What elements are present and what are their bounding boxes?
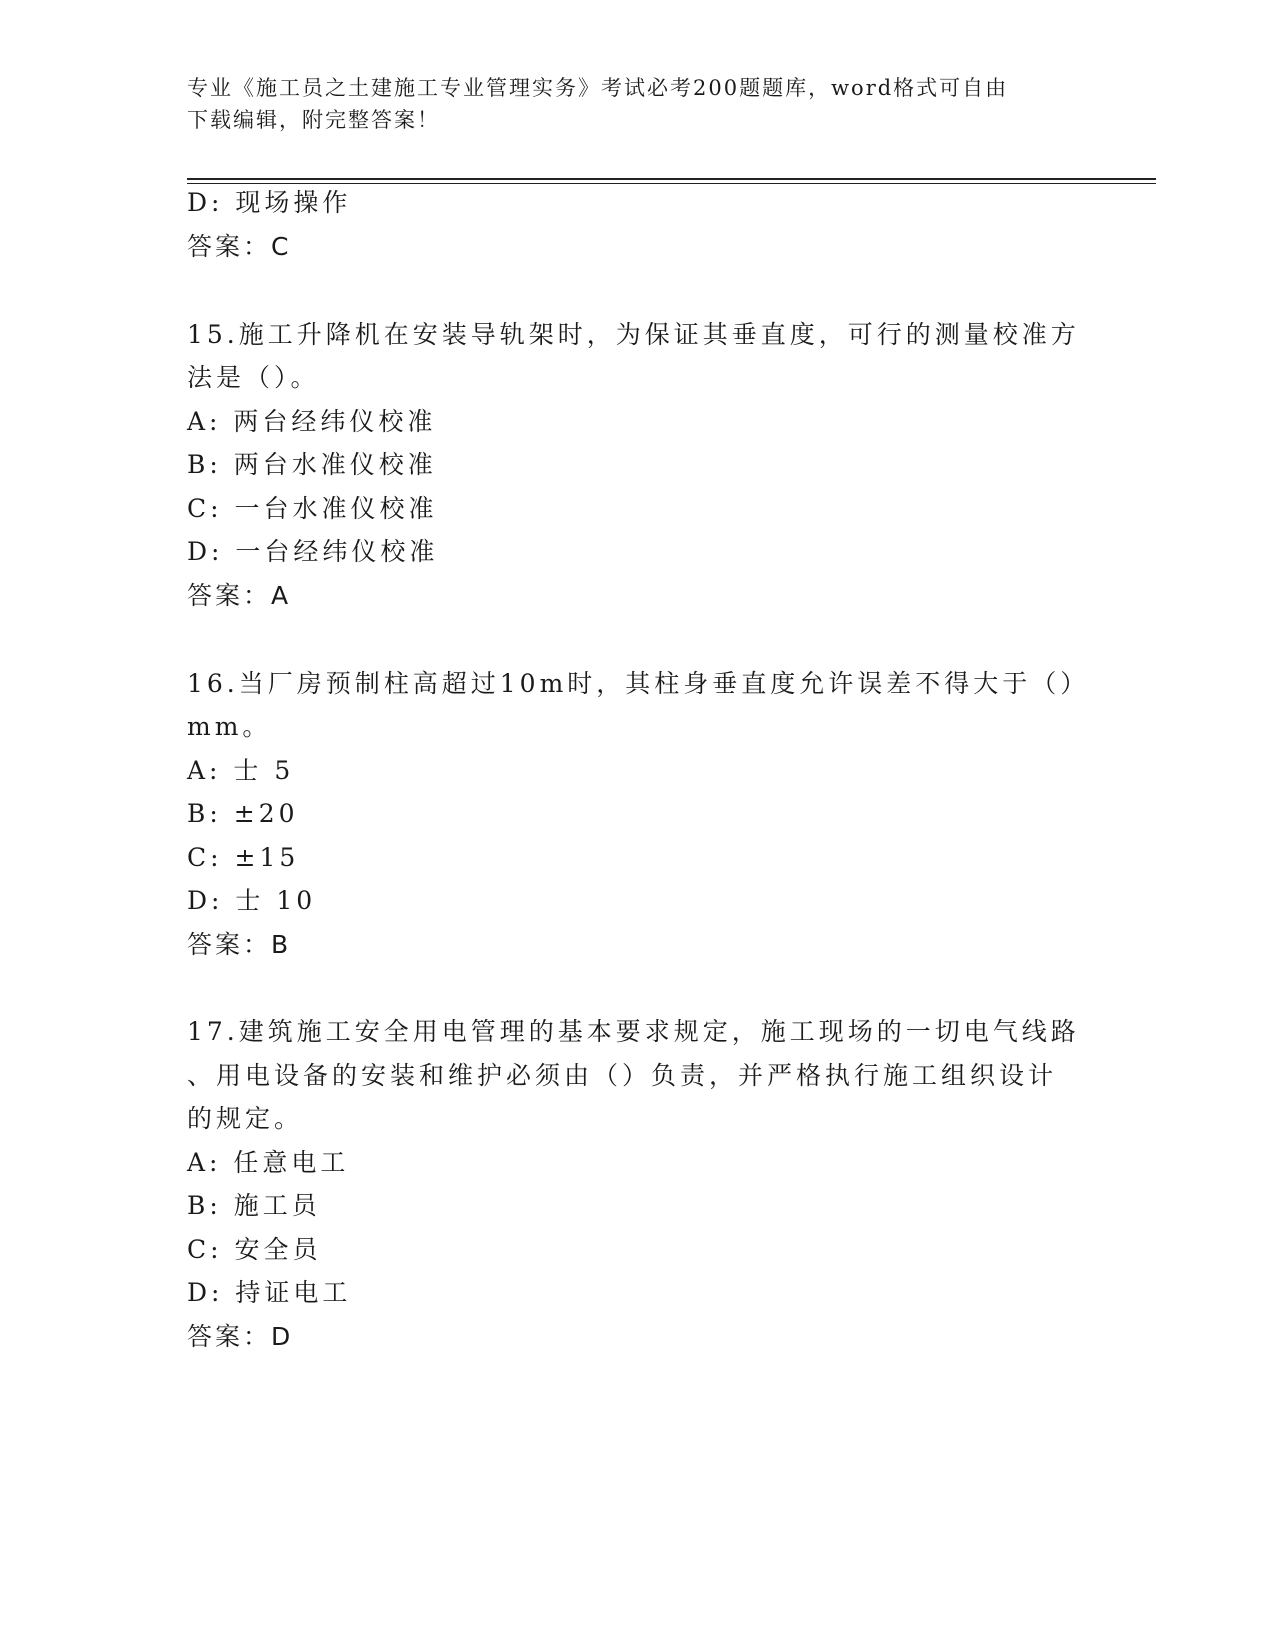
q16-option-d: D: 士 10 xyxy=(187,886,317,915)
q15-text-line-2: 法是（）。 xyxy=(187,363,320,392)
q17-option-a: A: 任意电工 xyxy=(187,1148,350,1177)
q17-text-line-2: 、用电设备的安装和维护必须由（）负责，并严格执行施工组织设计 xyxy=(187,1061,1058,1090)
header-rule-thick xyxy=(187,178,1156,180)
q15-text-line-1: 15.施工升降机在安装导轨架时，为保证其垂直度，可行的测量校准方 xyxy=(187,320,1080,349)
q17-option-d: D: 持证电工 xyxy=(187,1278,352,1307)
page-header xyxy=(187,72,1077,136)
q17-option-b: B: 施工员 xyxy=(187,1191,321,1220)
q16-option-a: A: 士 5 xyxy=(187,756,295,785)
q15-option-c: C: 一台水准仪校准 xyxy=(187,494,438,523)
q17-option-c: C: 安全员 xyxy=(187,1235,322,1264)
q16-answer: 答案：B xyxy=(187,930,292,959)
q15-option-a: A: 两台经纬仪校准 xyxy=(187,407,437,436)
header-line-1: 专业《施工员之土建施工专业管理实务》考试必考200题题库，word格式可自由 xyxy=(187,76,1009,100)
q15-option-d: D: 一台经纬仪校准 xyxy=(187,537,439,566)
q15-answer: 答案：A xyxy=(187,581,292,610)
header-line-2: 下载编辑，附完整答案！ xyxy=(187,108,440,132)
header-rule-thin xyxy=(187,183,1156,184)
q16-option-c: C: ±15 xyxy=(187,843,300,872)
q17-answer: 答案：D xyxy=(187,1322,294,1351)
prev-option-d: D: 现场操作 xyxy=(187,188,352,217)
q16-option-b: B: ±20 xyxy=(187,799,299,828)
q17-text-line-1: 17.建筑施工安全用电管理的基本要求规定，施工现场的一切电气线路 xyxy=(187,1017,1080,1046)
q16-text-line-2: mm。 xyxy=(187,712,272,741)
q15-option-b: B: 两台水准仪校准 xyxy=(187,450,437,479)
q16-text-line-1: 16.当厂房预制柱高超过10m时，其柱身垂直度允许误差不得大于（） xyxy=(187,669,1090,698)
q17-text-line-3: 的规定。 xyxy=(187,1104,304,1133)
prev-answer: 答案：C xyxy=(187,232,292,261)
